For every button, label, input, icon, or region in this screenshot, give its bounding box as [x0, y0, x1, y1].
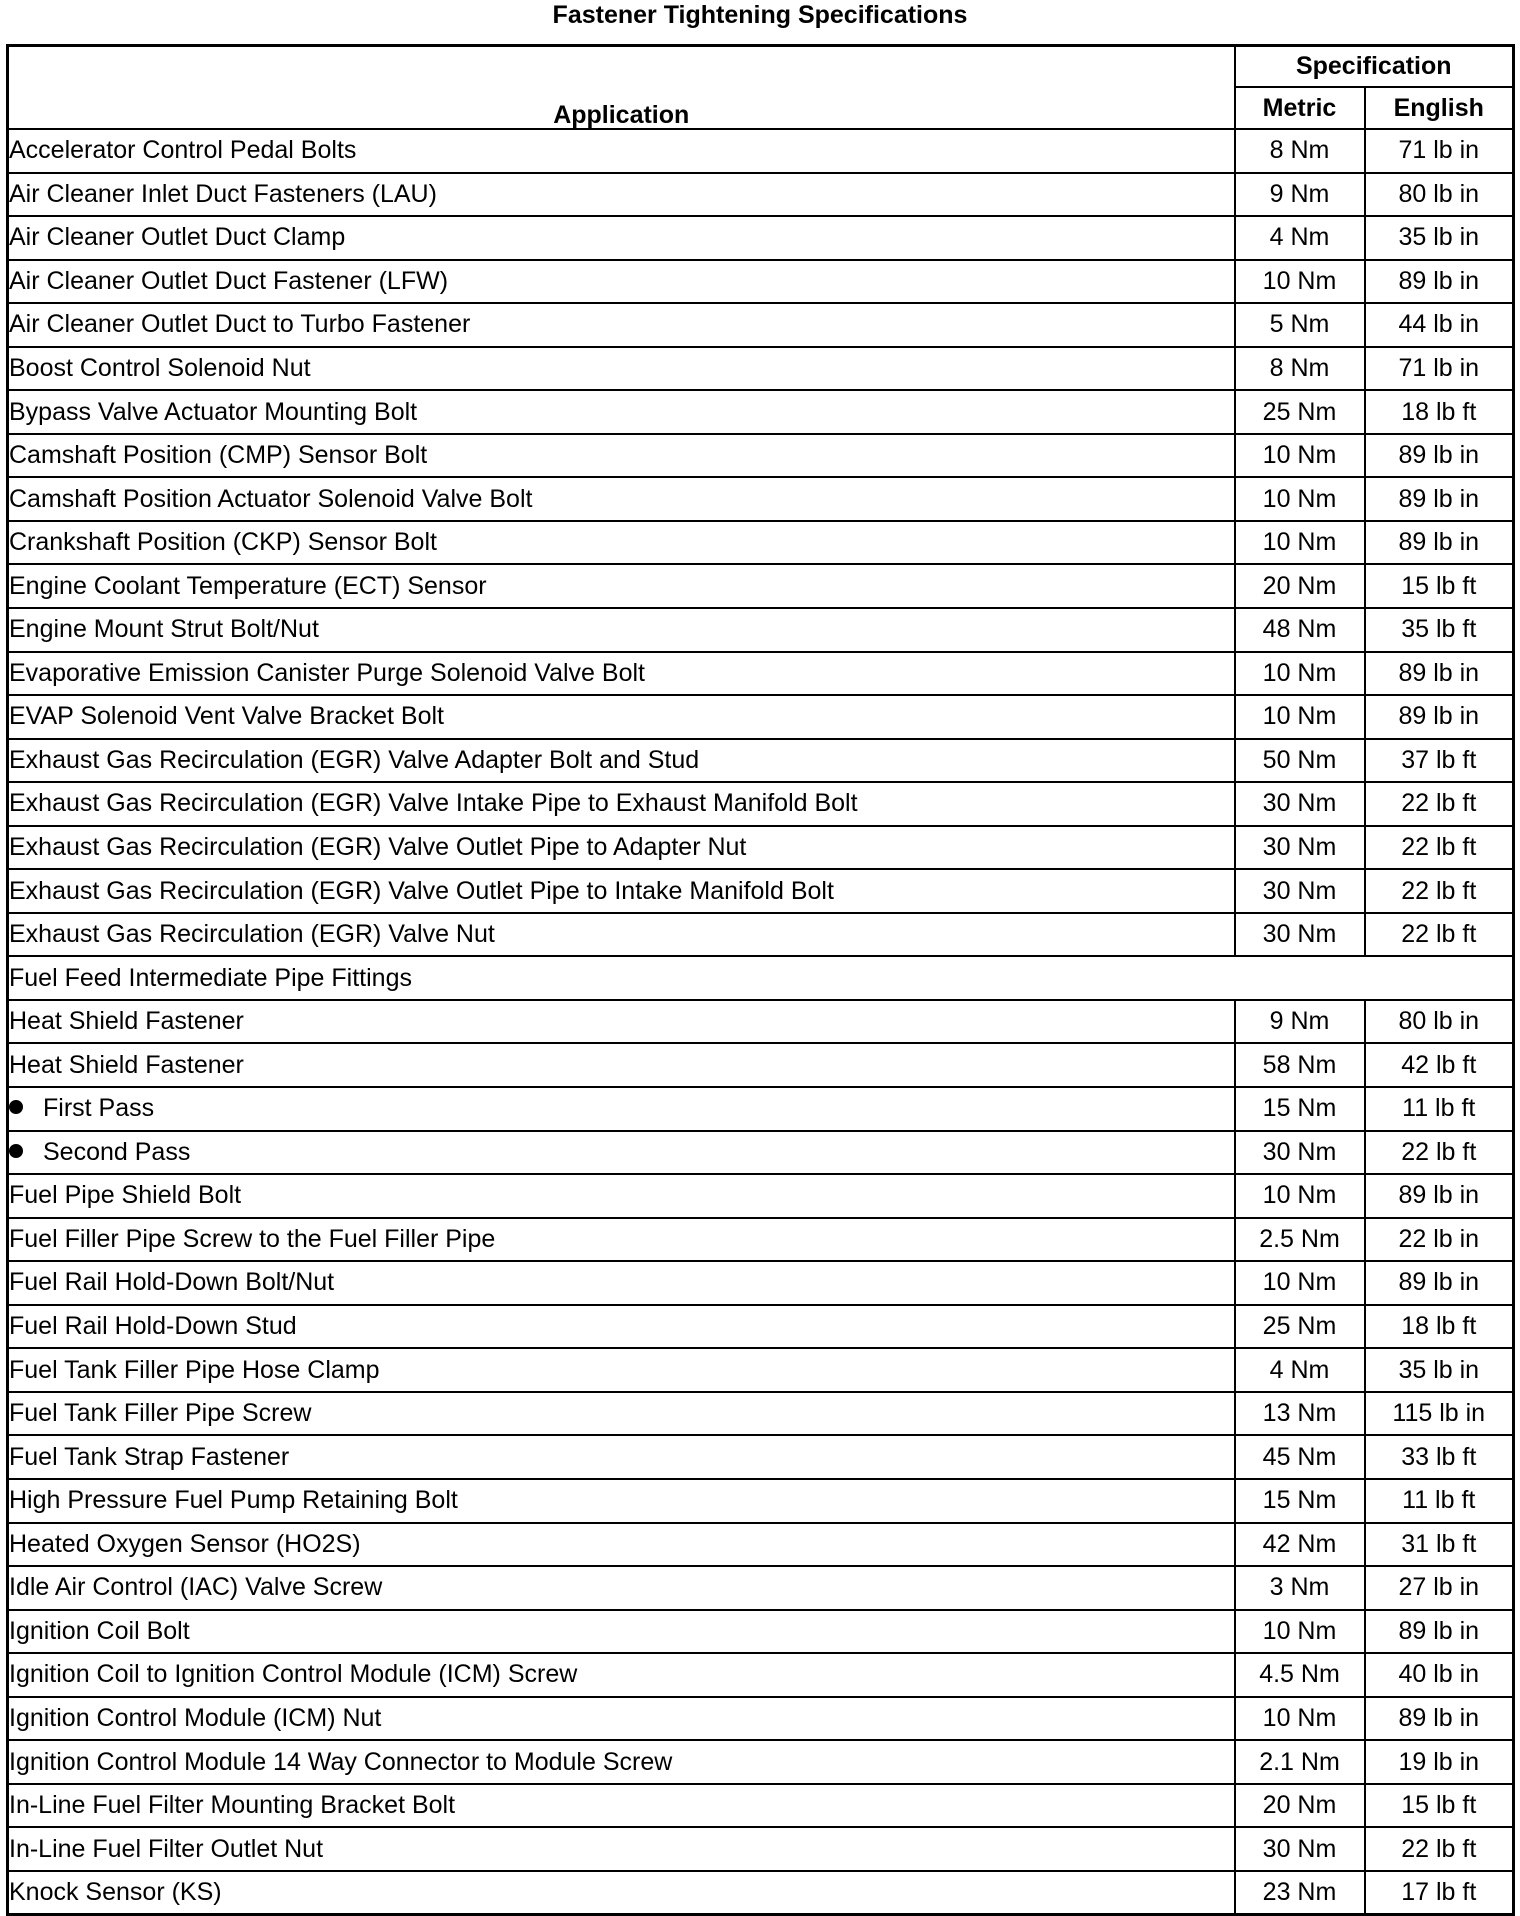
application-cell [8, 1784, 1235, 1828]
application-label: Bypass Valve Actuator Mounting Bolt [9, 397, 418, 426]
application-cell [8, 1218, 1235, 1262]
table-row [8, 695, 1514, 739]
application-label: Ignition Control Module (ICM) Nut [9, 1703, 382, 1732]
table-row [8, 129, 1514, 173]
table-row [8, 303, 1514, 347]
application-label: First Pass [43, 1094, 155, 1123]
application-cell [8, 1000, 1235, 1044]
application-label: Exhaust Gas Recirculation (EGR) Valve Outlet Pipe to Adapter Nut [9, 833, 747, 862]
metric-cell: 13 Nm [1235, 1392, 1365, 1436]
application-cell [8, 1697, 1235, 1741]
application-label: Evaporative Emission Canister Purge Solenoid Valve Bolt [9, 658, 645, 687]
table-row [8, 913, 1514, 957]
english-cell: 89 lb in [1365, 652, 1514, 696]
application-label: Camshaft Position (CMP) Sensor Bolt [9, 441, 428, 470]
metric-cell: 58 Nm [1235, 1043, 1365, 1087]
application-label: Accelerator Control Pedal Bolts [9, 136, 357, 165]
metric-cell: 10 Nm [1235, 1261, 1365, 1305]
english-cell: 89 lb in [1365, 260, 1514, 304]
application-label: Engine Mount Strut Bolt/Nut [9, 615, 319, 644]
application-label: Crankshaft Position (CKP) Sensor Bolt [9, 528, 437, 557]
english-cell: 22 lb ft [1365, 869, 1514, 913]
application-label: Second Pass [43, 1137, 191, 1166]
application-cell [8, 695, 1235, 739]
application-label: In-Line Fuel Filter Outlet Nut [9, 1834, 324, 1863]
metric-cell: 4.5 Nm [1235, 1653, 1365, 1697]
application-label: Boost Control Solenoid Nut [9, 354, 311, 382]
application-cell [8, 1653, 1235, 1697]
table-row [8, 1392, 1514, 1436]
application-cell [8, 826, 1235, 870]
application-cell [8, 782, 1235, 826]
metric-cell: 30 Nm [1235, 1827, 1365, 1871]
application-label: Heated Oxygen Sensor (HO2S) [9, 1529, 361, 1558]
english-cell: 89 lb in [1365, 521, 1514, 565]
application-label: Exhaust Gas Recirculation (EGR) Valve Nut [9, 920, 495, 949]
bullet-icon [9, 1144, 23, 1158]
metric-cell: 9 Nm [1235, 173, 1365, 217]
metric-cell: 10 Nm [1235, 477, 1365, 521]
page-title: Fastener Tightening Specifications [552, 1, 968, 29]
english-cell: 22 lb ft [1365, 782, 1514, 826]
metric-cell: 50 Nm [1235, 739, 1365, 783]
application-cell [8, 1348, 1235, 1392]
table-row [8, 1827, 1514, 1871]
application-cell [8, 173, 1235, 217]
application-cell [8, 1523, 1235, 1567]
application-cell [8, 608, 1235, 652]
application-label: High Pressure Fuel Pump Retaining Bolt [9, 1486, 458, 1515]
application-cell [8, 1261, 1235, 1305]
application-cell [8, 477, 1235, 521]
metric-cell: 48 Nm [1235, 608, 1365, 652]
english-cell: 22 lb ft [1365, 1827, 1514, 1871]
application-label: Air Cleaner Inlet Duct Fasteners (LAU) [9, 179, 437, 208]
application-cell [8, 216, 1235, 260]
application-label: Air Cleaner Outlet Duct Fastener (LFW) [9, 266, 449, 295]
application-cell [8, 1131, 1235, 1175]
application-cell [8, 347, 1235, 391]
application-cell [8, 1087, 1235, 1131]
metric-cell: 20 Nm [1235, 1784, 1365, 1828]
application-label: Exhaust Gas Recirculation (EGR) Valve Adapter Bolt and Stud [9, 745, 700, 774]
table-row [8, 1523, 1514, 1567]
metric-cell: 4 Nm [1235, 216, 1365, 260]
application-cell [8, 1392, 1235, 1436]
table-row [8, 260, 1514, 304]
application-cell [8, 1827, 1235, 1871]
metric-cell: 10 Nm [1235, 695, 1365, 739]
table-row [8, 477, 1514, 521]
application-cell [8, 913, 1235, 957]
metric-cell: 15 Nm [1235, 1479, 1365, 1523]
table-row [8, 1740, 1514, 1784]
fastener-spec-table [6, 44, 1515, 1916]
english-cell: 11 lb ft [1365, 1479, 1514, 1523]
application-cell [8, 390, 1235, 434]
application-cell [8, 652, 1235, 696]
application-label: EVAP Solenoid Vent Valve Bracket Bolt [9, 702, 444, 731]
table-row [8, 1218, 1514, 1262]
metric-cell: 3 Nm [1235, 1566, 1365, 1610]
application-cell [8, 1479, 1235, 1523]
application-cell [8, 1305, 1235, 1349]
metric-cell: 9 Nm [1235, 1000, 1365, 1044]
application-cell [8, 1740, 1235, 1784]
english-cell: 22 lb ft [1365, 913, 1514, 957]
metric-cell: 2.5 Nm [1235, 1218, 1365, 1262]
english-cell: 19 lb in [1365, 1740, 1514, 1784]
english-cell: 33 lb ft [1365, 1435, 1514, 1479]
metric-cell: 20 Nm [1235, 564, 1365, 608]
english-cell: 17 lb ft [1365, 1871, 1514, 1915]
application-label: Ignition Coil Bolt [9, 1616, 190, 1645]
table-row [8, 1871, 1514, 1915]
application-header: Application [8, 46, 1235, 130]
table-row [8, 739, 1514, 783]
application-cell [8, 521, 1235, 565]
application-label: Fuel Tank Strap Fastener [9, 1442, 290, 1471]
application-label: Knock Sensor (KS) [9, 1878, 222, 1907]
english-cell: 80 lb in [1365, 1000, 1514, 1044]
table-row [8, 1348, 1514, 1392]
application-label: Engine Coolant Temperature (ECT) Sensor [9, 571, 487, 600]
english-cell: 71 lb in [1365, 347, 1514, 391]
application-label: Heat Shield Fastener [9, 1007, 244, 1036]
application-label: Fuel Tank Filler Pipe Screw [9, 1399, 312, 1428]
application-label: Heat Shield Fastener [9, 1050, 244, 1079]
specification-header: Specification [1235, 46, 1514, 88]
table-row [8, 1479, 1514, 1523]
metric-cell: 23 Nm [1235, 1871, 1365, 1915]
table-row [8, 1305, 1514, 1349]
metric-cell: 15 Nm [1235, 1087, 1365, 1131]
english-cell: 115 lb in [1365, 1392, 1514, 1436]
application-cell [8, 1174, 1235, 1218]
english-cell: 11 lb ft [1365, 1087, 1514, 1131]
table-row [8, 1566, 1514, 1610]
english-cell: 89 lb in [1365, 1697, 1514, 1741]
english-cell: 22 lb in [1365, 1218, 1514, 1262]
english-cell: 18 lb ft [1365, 1305, 1514, 1349]
application-label: Ignition Control Module 14 Way Connector to Module Screw [9, 1747, 673, 1776]
english-cell: 15 lb ft [1365, 1784, 1514, 1828]
application-cell [8, 1610, 1235, 1654]
metric-cell: 10 Nm [1235, 260, 1365, 304]
application-label: Ignition Coil to Ignition Control Module (ICM) Screw [9, 1660, 578, 1689]
application-cell [8, 1566, 1235, 1610]
table-body [8, 129, 1514, 1915]
english-cell: 89 lb in [1365, 1610, 1514, 1654]
application-label: Camshaft Position Actuator Solenoid Valve Bolt [9, 484, 533, 513]
application-cell [8, 260, 1235, 304]
application-label: In-Line Fuel Filter Mounting Bracket Bolt [9, 1791, 456, 1820]
english-cell: 22 lb ft [1365, 1131, 1514, 1175]
application-label: Fuel Rail Hold-Down Stud [9, 1312, 297, 1341]
metric-cell: 30 Nm [1235, 826, 1365, 870]
table-row [8, 173, 1514, 217]
table-row [8, 564, 1514, 608]
table-row [8, 1087, 1514, 1131]
table-row [8, 216, 1514, 260]
english-cell: 22 lb ft [1365, 826, 1514, 870]
table-row [8, 869, 1514, 913]
application-label: Fuel Rail Hold-Down Bolt/Nut [9, 1268, 335, 1297]
table-row [8, 1435, 1514, 1479]
table-row [8, 1653, 1514, 1697]
table-row [8, 1261, 1514, 1305]
metric-cell: 25 Nm [1235, 390, 1365, 434]
metric-cell: 30 Nm [1235, 869, 1365, 913]
table-row [8, 1174, 1514, 1218]
metric-cell: 5 Nm [1235, 303, 1365, 347]
english-cell: 44 lb in [1365, 303, 1514, 347]
english-cell: 40 lb in [1365, 1653, 1514, 1697]
metric-cell: 4 Nm [1235, 1348, 1365, 1392]
table-row [8, 390, 1514, 434]
section-heading: Fuel Feed Intermediate Pipe Fittings [8, 956, 1514, 1000]
metric-cell: 10 Nm [1235, 434, 1365, 478]
english-cell: 35 lb ft [1365, 608, 1514, 652]
table-row [8, 1000, 1514, 1044]
english-cell: 31 lb ft [1365, 1523, 1514, 1567]
application-label: Fuel Pipe Shield Bolt [9, 1181, 242, 1210]
metric-cell: 10 Nm [1235, 1174, 1365, 1218]
application-cell [8, 434, 1235, 478]
application-label: Air Cleaner Outlet Duct Clamp [9, 223, 346, 252]
table-row [8, 347, 1514, 391]
english-cell: 35 lb in [1365, 1348, 1514, 1392]
english-cell: 42 lb ft [1365, 1043, 1514, 1087]
english-cell: 89 lb in [1365, 477, 1514, 521]
application-label: Exhaust Gas Recirculation (EGR) Valve Outlet Pipe to Intake Manifold Bolt [9, 876, 834, 905]
metric-cell: 30 Nm [1235, 913, 1365, 957]
application-label: Idle Air Control (IAC) Valve Screw [9, 1573, 383, 1602]
table-row [8, 608, 1514, 652]
metric-cell: 42 Nm [1235, 1523, 1365, 1567]
table-row [8, 434, 1514, 478]
english-cell: 89 lb in [1365, 695, 1514, 739]
application-cell [8, 1043, 1235, 1087]
bullet-icon [9, 1100, 23, 1114]
metric-cell: 2.1 Nm [1235, 1740, 1365, 1784]
english-cell: 37 lb ft [1365, 739, 1514, 783]
table-row [8, 1131, 1514, 1175]
header-row [8, 46, 1514, 88]
table-row [8, 1610, 1514, 1654]
english-cell: 89 lb in [1365, 434, 1514, 478]
metric-cell: 8 Nm [1235, 129, 1365, 173]
english-cell: 35 lb in [1365, 216, 1514, 260]
english-cell: 89 lb in [1365, 1174, 1514, 1218]
application-label: Air Cleaner Outlet Duct to Turbo Fastener [9, 310, 471, 339]
table-row [8, 826, 1514, 870]
metric-cell: 45 Nm [1235, 1435, 1365, 1479]
table-row [8, 782, 1514, 826]
english-cell: 89 lb in [1365, 1261, 1514, 1305]
english-cell: 80 lb in [1365, 173, 1514, 217]
metric-cell: 30 Nm [1235, 1131, 1365, 1175]
application-cell [8, 303, 1235, 347]
metric-header: Metric [1235, 87, 1365, 129]
english-cell: 18 lb ft [1365, 390, 1514, 434]
metric-cell: 8 Nm [1235, 347, 1365, 391]
metric-cell: 10 Nm [1235, 1610, 1365, 1654]
table-row [8, 1784, 1514, 1828]
table-row [8, 1043, 1514, 1087]
table-row [8, 652, 1514, 696]
metric-cell: 10 Nm [1235, 1697, 1365, 1741]
application-label: Fuel Tank Filler Pipe Hose Clamp [9, 1355, 380, 1384]
table-row [8, 521, 1514, 565]
application-label: Fuel Filler Pipe Screw to the Fuel Filler Pipe [9, 1224, 496, 1253]
application-cell [8, 129, 1235, 173]
english-cell: 15 lb ft [1365, 564, 1514, 608]
english-cell: 27 lb in [1365, 1566, 1514, 1610]
english-cell: 71 lb in [1365, 129, 1514, 173]
metric-cell: 10 Nm [1235, 521, 1365, 565]
table-row [8, 1697, 1514, 1741]
table-row [8, 956, 1514, 1000]
application-cell [8, 1435, 1235, 1479]
application-cell [8, 564, 1235, 608]
application-label: Exhaust Gas Recirculation (EGR) Valve Intake Pipe to Exhaust Manifold Bolt [9, 789, 858, 818]
metric-cell: 25 Nm [1235, 1305, 1365, 1349]
application-cell [8, 739, 1235, 783]
metric-cell: 10 Nm [1235, 652, 1365, 696]
metric-cell: 30 Nm [1235, 782, 1365, 826]
application-cell [8, 869, 1235, 913]
english-header: English [1365, 87, 1514, 129]
application-cell [8, 1871, 1235, 1915]
